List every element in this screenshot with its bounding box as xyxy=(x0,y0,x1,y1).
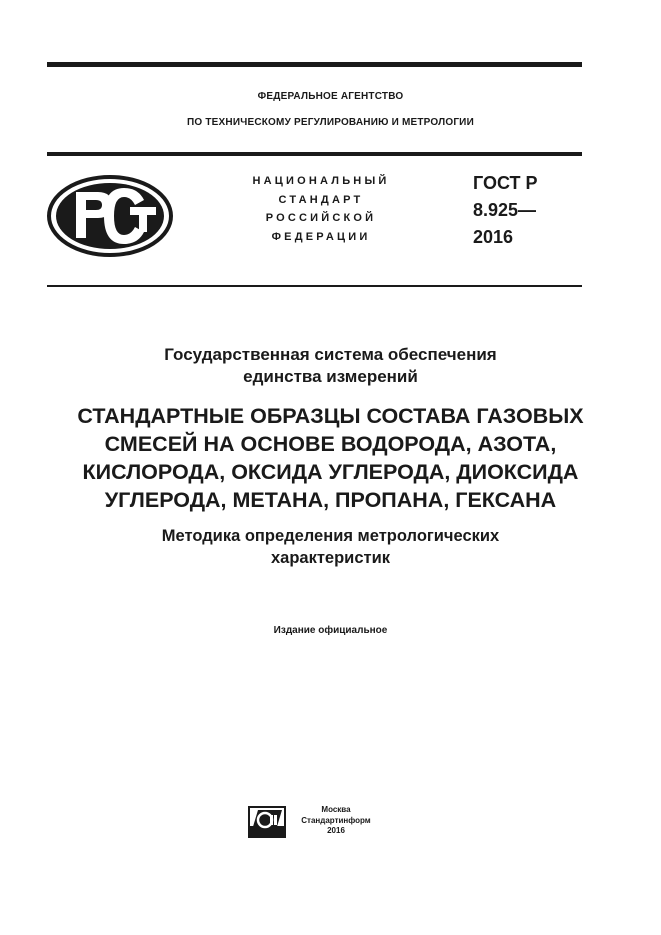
edition-label: Издание официальное xyxy=(273,625,388,636)
publisher-info xyxy=(293,805,379,837)
document-title-line4: УГЛЕРОДА, МЕТАНА, ПРОПАНА, ГЕКСАНА xyxy=(104,488,557,512)
document-title-line1: СТАНДАРТНЫЕ ОБРАЗЦЫ СОСТАВА ГАЗОВЫХ xyxy=(77,404,584,428)
publisher-name: Стандартинформ xyxy=(301,815,371,825)
national-standard-line3: РОССИЙСКОЙ xyxy=(265,212,377,224)
national-standard-label xyxy=(226,172,416,246)
national-standard-line1: НАЦИОНАЛЬНЫЙ xyxy=(252,175,390,187)
series-title-line2: единства измерений xyxy=(243,367,418,386)
gost-r-certification-mark-icon xyxy=(46,174,174,258)
header-bottom-rule xyxy=(47,285,582,287)
agency-name-line2: ПО ТЕХНИЧЕСКОМУ РЕГУЛИРОВАНИЮ И МЕТРОЛОГИИ xyxy=(187,117,474,128)
national-standard-line4: ФЕДЕРАЦИИ xyxy=(271,230,371,243)
header-rule xyxy=(47,152,582,156)
agency-name-line1: ФЕДЕРАЛЬНОЕ АГЕНТСТВО xyxy=(257,91,404,102)
national-standard-line2: СТАНДАРТ xyxy=(278,193,364,206)
document-title-line2: СМЕСЕЙ НА ОСНОВЕ ВОДОРОДА, АЗОТА, xyxy=(104,432,557,456)
document-subtitle-line1: Методика определения метрологических xyxy=(161,527,500,545)
standartinform-logo-icon xyxy=(248,806,286,838)
series-title-line1: Государственная система обеспечения xyxy=(164,345,497,364)
document-subtitle xyxy=(0,525,661,569)
standard-designation xyxy=(473,170,538,251)
document-subtitle-line2: характеристик xyxy=(270,549,390,567)
document-title xyxy=(0,402,661,514)
designation-line1: ГОСТ Р xyxy=(473,173,538,193)
publisher-city: Москва xyxy=(321,805,351,814)
series-title xyxy=(0,344,661,388)
document-title-line3: КИСЛОРОДА, ОКСИДА УГЛЕРОДА, ДИОКСИДА xyxy=(82,460,579,484)
publisher-year: 2016 xyxy=(327,826,345,835)
top-rule xyxy=(47,62,582,67)
designation-line3: 2016 xyxy=(473,227,514,247)
designation-line2: 8.925— xyxy=(473,200,537,220)
